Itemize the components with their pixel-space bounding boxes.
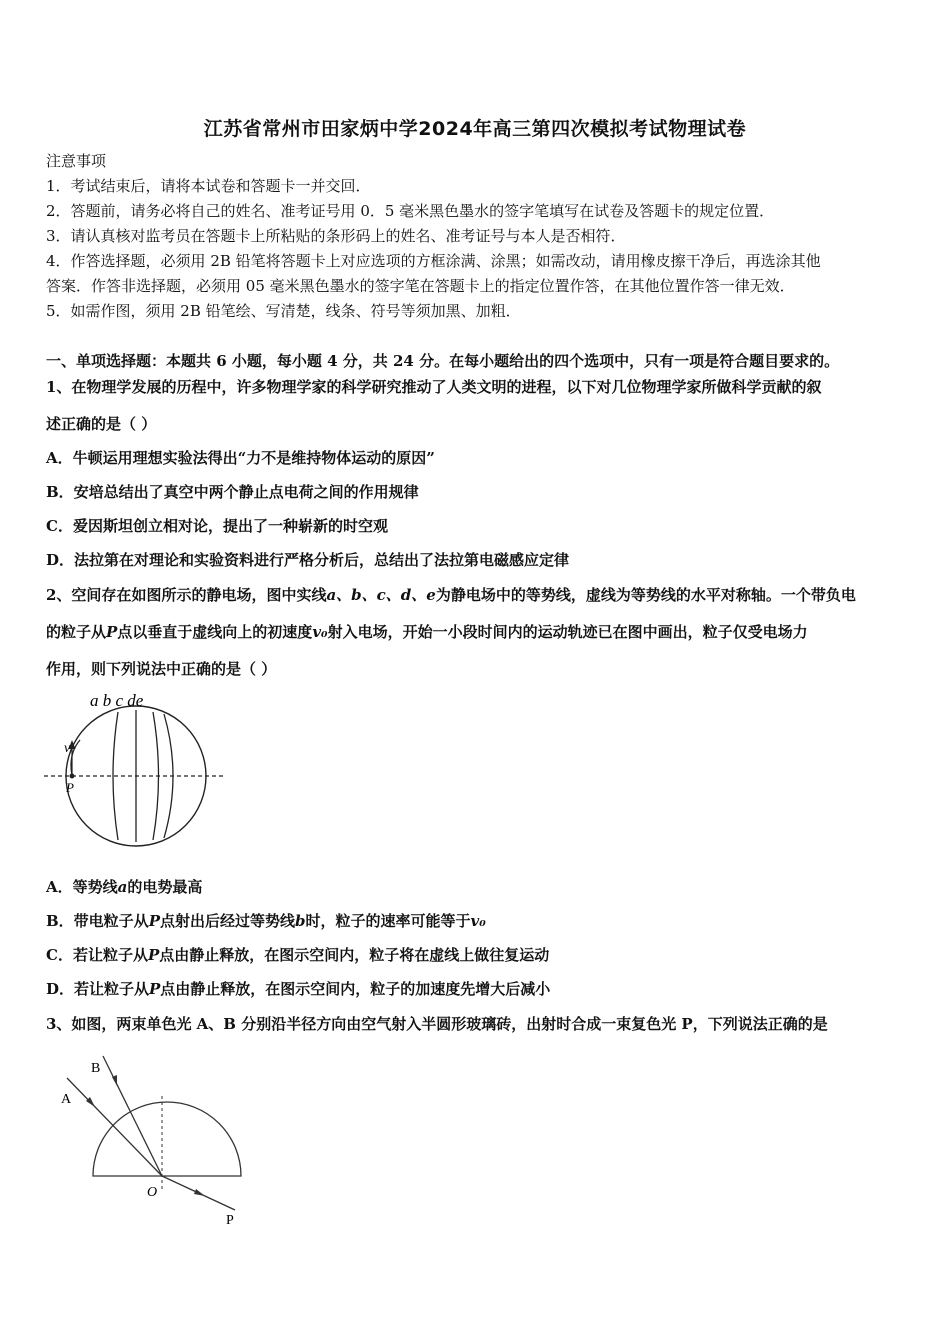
semicircle-glass <box>93 1102 241 1176</box>
q2-stem-line2: 的粒子从P点以垂直于虚线向上的初速度v₀射入电场，开始一小段时间内的运动轨迹已在图中画出，粒子仅受电场力 <box>46 623 808 641</box>
label-p: P <box>226 1213 234 1228</box>
q1-stem: 述正确的是（ ） <box>46 415 157 433</box>
q3-stem: 3、如图，两束单色光 A、B 分别沿半径方向由空气射入半圆形玻璃砖，出射时合成一束复色光 P，下列说法正确的是 <box>46 1015 828 1033</box>
label-b: B <box>91 1061 101 1076</box>
point-p-label: P <box>66 780 74 795</box>
section-heading: 一、单项选择题：本题共 6 小题，每小题 4 分，共 24 分。在每小题给出的四个选项中，只有一项是符合题目要求的。 <box>46 352 840 370</box>
q2-option-c: C．若让粒子从P点由静止释放，在图示空间内，粒子将在虚线上做往复运动 <box>46 946 550 964</box>
label-a: A <box>61 1092 72 1107</box>
q1-option-d: D．法拉第在对理论和实验资料进行严格分析后，总结出了法拉第电磁感应定律 <box>46 551 570 569</box>
page-title: 江苏省常州市田家炳中学2024年高三第四次模拟考试物理试卷 <box>203 118 747 140</box>
notice-item: 5．如需作图，须用 2B 铅笔绘、写清楚，线条、符号等须加黑、加粗． <box>46 302 521 320</box>
velocity-label: v <box>64 741 71 756</box>
q2-option-a: A．等势线a的电势最高 <box>46 878 203 896</box>
ray-p-arrowhead <box>194 1189 205 1196</box>
light-ray-a <box>67 1078 162 1176</box>
q1-option-a: A．牛顿运用理想实验法得出“力不是维持物体运动的原因” <box>46 449 435 467</box>
q2-option-b: B．带电粒子从P点射出后经过等势线b时，粒子的速率可能等于v₀ <box>46 912 486 930</box>
q1-option-b: B．安培总结出了真空中两个静止点电荷之间的作用规律 <box>46 483 419 501</box>
q2-equipotential-figure <box>40 688 230 853</box>
q1-stem: 1、在物理学发展的历程中，许多物理学家的科学研究推动了人类文明的进程，以下对几位物理学家所做科学贡献的叙 <box>46 378 822 396</box>
q2-stem-line1: 2、空间存在如图所示的静电场，图中实线a、b、c、d、e为静电场中的等势线，虚线为等势线的水平对称轴。一个带负电 <box>46 586 856 604</box>
notice-item: 3．请认真核对监考员在答题卡上所粘贴的条形码上的姓名、准考证号与本人是否相符． <box>46 227 626 245</box>
q2-stem-line3: 作用，则下列说法中正确的是（ ） <box>46 660 277 678</box>
q3-semicircle-figure <box>55 1052 255 1232</box>
notice-item: 2．答题前，请务必将自己的姓名、准考证号用 0．5 毫米黑色墨水的签字笔填写在试卷及答题卡的规定位置． <box>46 202 775 220</box>
notice-item: 4．作答选择题，必须用 2B 铅笔将答题卡上对应选项的方框涂满、涂黑；如需改动，请用橡皮擦干净后，再选涂其他 <box>46 252 821 270</box>
light-ray-b <box>103 1056 162 1176</box>
q2-option-d: D．若让粒子从P点由静止释放，在图示空间内，粒子的加速度先增大后减小 <box>46 980 551 998</box>
point-p-marker <box>70 774 75 779</box>
figure-label-abcde: a b c de <box>90 691 144 710</box>
notice-item: 答案．作答非选择题，必须用 05 毫米黑色墨水的签字笔在答题卡上的指定位置作答，在其他位置作答一律无效． <box>46 277 795 295</box>
q1-option-c: C．爱因斯坦创立相对论，提出了一种崭新的时空观 <box>46 517 388 535</box>
notice-item: 1．考试结束后，请将本试卷和答题卡一并交回． <box>46 177 371 195</box>
label-o: O <box>147 1185 158 1200</box>
notice-heading: 注意事项 <box>46 152 107 170</box>
